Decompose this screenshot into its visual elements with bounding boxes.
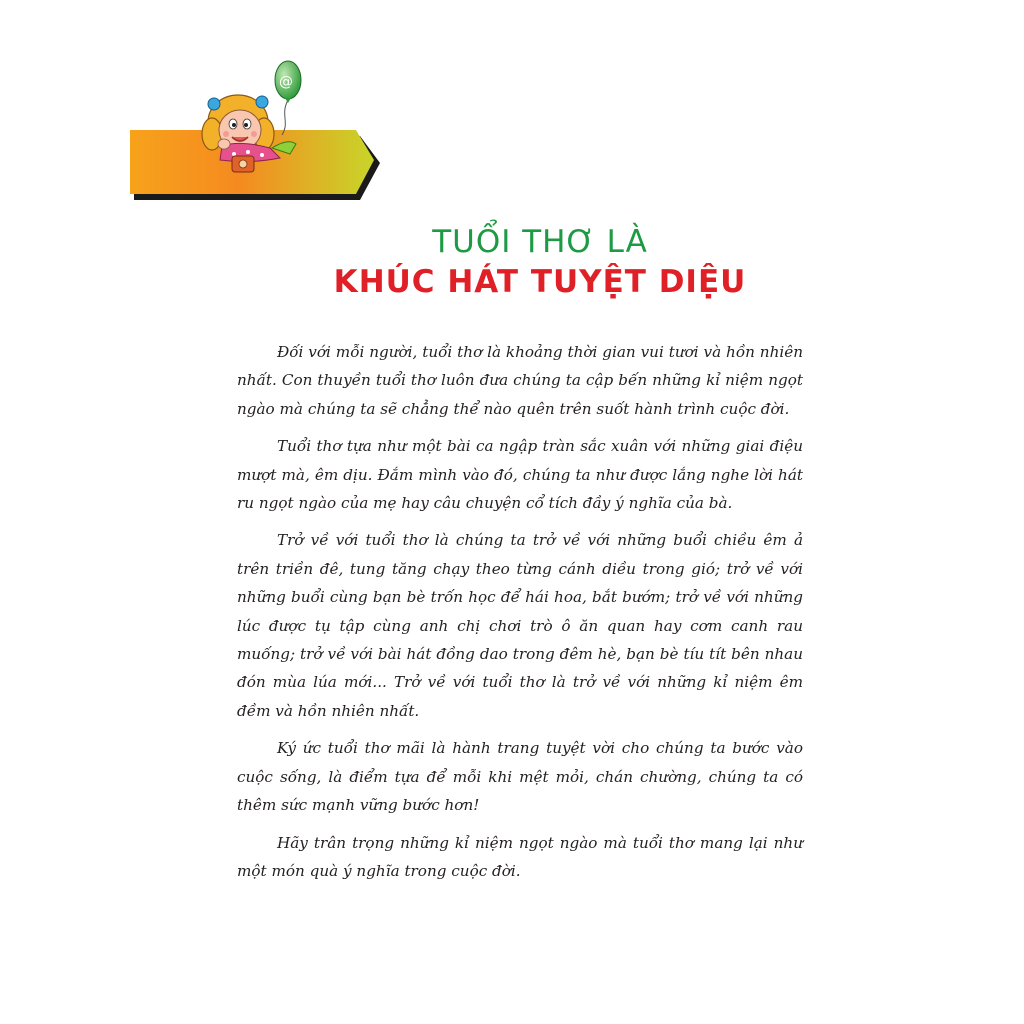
title-line-1: TUỔI THƠ LÀ bbox=[432, 224, 648, 260]
paragraph: Hãy trân trọng những kỉ niệm ngọt ngào mà tuổi thơ mang lại như một món quà ý nghĩa trong cuộc đời. bbox=[237, 833, 803, 880]
title-line-2: KHÚC HÁT TUYỆT DIỆU bbox=[333, 264, 747, 300]
balloon-icon bbox=[275, 61, 301, 103]
paragraph: Ký ức tuổi thơ mãi là hành trang tuyệt vời cho chúng ta bước vào cuộc sống, là điểm tựa để mỗi khi mệt mỏi, chán chường, chúng ta có thêm sức mạnh vững bước hơn! bbox=[237, 739, 803, 815]
paragraph: Tuổi thơ tựa như một bài ca ngập tràn sắc xuân với những giai điệu mượt mà, êm dịu. Đắm mình vào đó, chúng ta như được lắng nghe lời hát ru ngọt ngào của mẹ hay câu chuyện cổ tích đầy ý nghĩa của bà. bbox=[237, 437, 803, 513]
paragraph: Trở về với tuổi thơ là chúng ta trở về với những buổi chiều êm ả trên triền đê, tung tăng chạy theo từng cánh diều trong gió; trở về với những buổi cùng bạn bè trốn học để hái hoa, bắt bướm; trở về với những lúc được tụ tập cùng anh chị chơi trò ô ăn quan hay cơm canh rau muống; trở về với bài hát đồng dao trong đêm hè, bạn bè tíu tít bên nhau đón mùa lúa mới... Trở về với tuổi thơ là trở về với những kỉ niệm êm đềm và hồn nhiên nhất. bbox=[237, 531, 803, 720]
arrow-banner-icon bbox=[130, 60, 380, 205]
svg-text:@: @ bbox=[279, 74, 293, 90]
header-banner bbox=[130, 60, 380, 205]
title-block bbox=[0, 222, 1024, 302]
paragraph: Đối với mỗi người, tuổi thơ là khoảng thời gian vui tươi và hồn nhiên nhất. Con thuyền tuổi thơ luôn đưa chúng ta cập bến những kỉ niệm ngọt ngào mà chúng ta sẽ chẳng thể nào quên trên suốt hành trình cuộc đời. bbox=[237, 343, 803, 418]
body-text bbox=[237, 338, 803, 894]
